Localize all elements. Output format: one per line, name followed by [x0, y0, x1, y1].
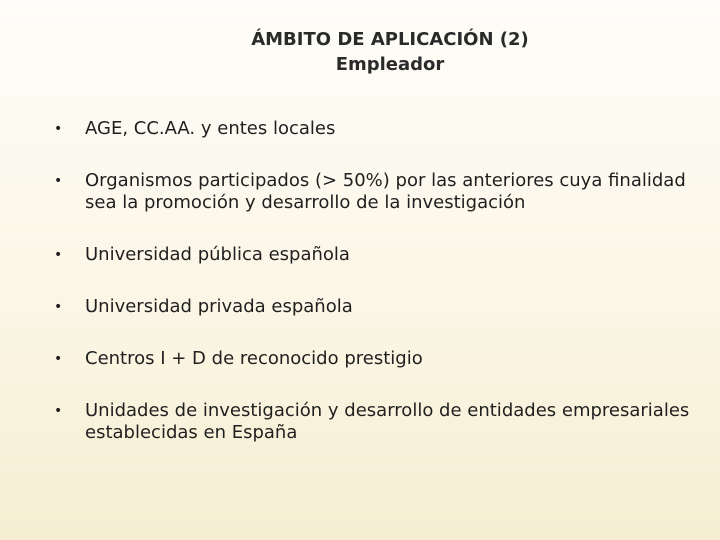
bullet-text: AGE, CC.AA. y entes locales	[85, 118, 336, 139]
bullet-item	[54, 400, 694, 444]
bullet-dot-icon: •	[54, 299, 63, 315]
title-subtitle: Empleador	[335, 54, 445, 75]
title-main: ÁMBITO DE APLICACIÓN (2)	[251, 29, 529, 50]
bullet-text: Universidad privada española	[85, 296, 353, 317]
bullet-item	[54, 170, 694, 214]
bullet-text: Organismos participados (> 50%) por las anteriores cuya finalidad sea la promoción y desarrollo de la investigación	[85, 170, 686, 213]
bullet-dot-icon: •	[54, 403, 63, 419]
bullet-item	[54, 348, 694, 370]
slide-title	[0, 27, 720, 77]
bullet-text: Universidad pública española	[85, 244, 350, 265]
bullet-item	[54, 296, 694, 318]
bullet-dot-icon: •	[54, 121, 63, 137]
bullet-item	[54, 244, 694, 266]
bullet-text: Centros I + D de reconocido prestigio	[85, 348, 423, 369]
bullet-text: Unidades de investigación y desarrollo de entidades empresariales establecidas en España	[85, 400, 690, 443]
bullet-dot-icon: •	[54, 351, 63, 367]
bullet-dot-icon: •	[54, 173, 63, 189]
bullet-dot-icon: •	[54, 247, 63, 263]
bullet-item	[54, 118, 694, 140]
bullet-list	[54, 118, 694, 474]
